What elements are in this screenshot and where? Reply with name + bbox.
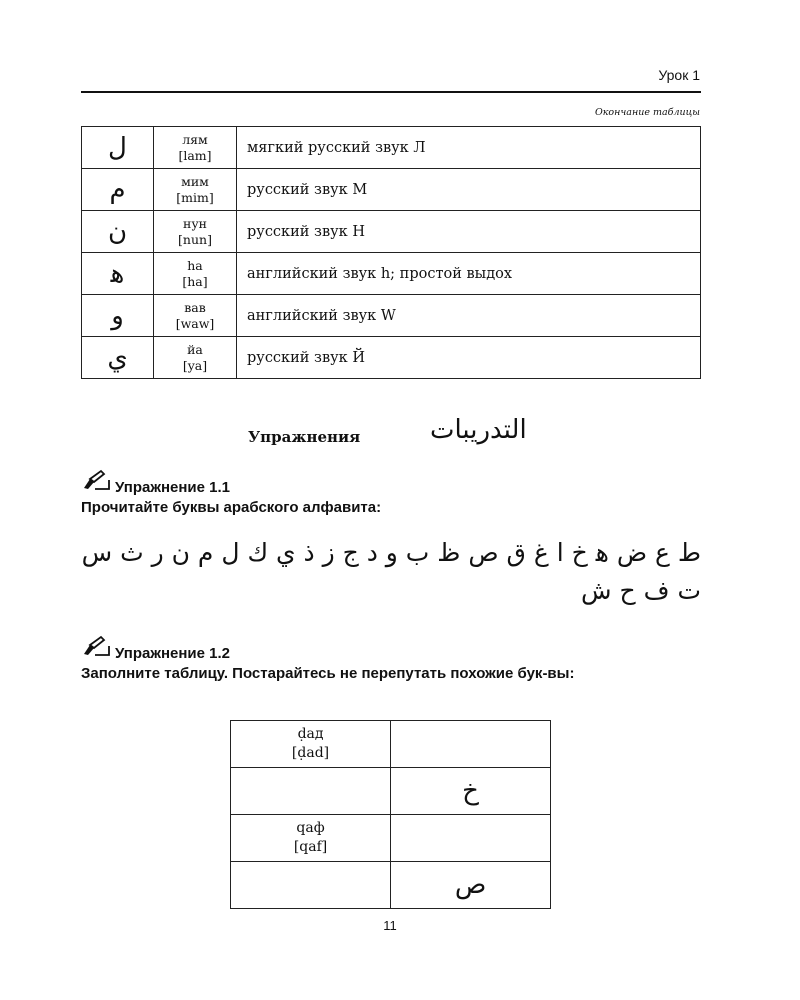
letter-sound: русский звук Й	[237, 337, 701, 379]
letter-name	[154, 169, 237, 211]
table-caption: Окончание таблицы	[594, 107, 700, 118]
arabic-letter: ي	[82, 337, 154, 379]
pencil-note-icon	[81, 634, 111, 656]
arabic-letter: خ	[391, 768, 551, 815]
letter-name-ru: вав	[184, 299, 206, 315]
table-row	[231, 768, 551, 815]
letter-name	[154, 295, 237, 337]
letter-name	[154, 337, 237, 379]
letter-name-cell[interactable]	[231, 768, 391, 815]
letter-name-lat: [mim]	[176, 189, 214, 205]
arabic-letter: ص	[391, 862, 551, 909]
letter-name-ru: ha	[187, 257, 203, 273]
table-row	[82, 169, 701, 211]
letter-name-ru: qаф	[296, 820, 325, 836]
letter-name-ru: лям	[182, 131, 208, 147]
letter-name-lat: [qaf]	[293, 839, 328, 855]
arabic-letter-cell[interactable]	[391, 815, 551, 862]
table-row	[231, 815, 551, 862]
table-row	[82, 337, 701, 379]
arabic-letter: ن	[82, 211, 154, 253]
lesson-header: Урок 1	[658, 67, 700, 83]
letter-name-ru: ḍад	[297, 726, 324, 742]
exercise-2-title: Упражнение 1.2	[115, 645, 231, 662]
arabic-letter-cell[interactable]	[391, 721, 551, 768]
table-row	[82, 253, 701, 295]
letter-name-lat: [ḍad]	[291, 745, 330, 761]
letter-name-lat: [ya]	[182, 357, 208, 373]
header-rule	[81, 91, 701, 93]
letter-sound: английский звук h; простой выдох	[237, 253, 701, 295]
letter-name-cell[interactable]	[231, 862, 391, 909]
letter-name-ru: нун	[182, 215, 208, 231]
letter-name	[231, 815, 391, 862]
letter-sound: русский звук Н	[237, 211, 701, 253]
page-number: 11	[383, 918, 397, 933]
letter-name	[154, 127, 237, 169]
table-row	[82, 211, 701, 253]
letter-sound: русский звук М	[237, 169, 701, 211]
exercise-1-instruction: Прочитайте буквы арабского алфавита:	[81, 499, 382, 516]
arabic-letter: ﻫ	[82, 253, 154, 295]
table-row	[231, 721, 551, 768]
exercise-1-letters-line-2: ت ف ح ش	[581, 576, 701, 605]
exercise-2-table	[230, 720, 551, 909]
table-row	[231, 862, 551, 909]
letter-name	[154, 253, 237, 295]
letter-sound: английский звук W	[237, 295, 701, 337]
alphabet-table	[81, 126, 701, 379]
letter-name	[231, 721, 391, 768]
exercises-heading-ru: Упражнения	[248, 428, 361, 446]
arabic-letter: ل	[82, 127, 154, 169]
exercise-1-letters-line-1: ط ع ض ﻫ خ ا غ ق ص ظ ب و د ج ز ذ ي ك ل م ن ر ث س	[81, 538, 701, 567]
exercise-2-instruction: Заполните таблицу. Постарайтесь не перепутать похожие бук-вы:	[81, 665, 575, 682]
pencil-note-icon	[81, 468, 111, 490]
exercises-heading-ar: التدريبات	[430, 415, 527, 445]
letter-name-lat: [nun]	[178, 231, 212, 247]
table-row	[82, 295, 701, 337]
letter-name-lat: [ha]	[182, 273, 208, 289]
arabic-letter: و	[82, 295, 154, 337]
table-row	[82, 127, 701, 169]
letter-name-lat: [waw]	[175, 315, 215, 331]
letter-name-ru: мим	[181, 173, 209, 189]
letter-name	[154, 211, 237, 253]
letter-sound: мягкий русский звук Л	[237, 127, 701, 169]
letter-name-ru: йа	[187, 341, 203, 357]
letter-name-lat: [lam]	[178, 147, 212, 163]
exercise-1-title: Упражнение 1.1	[115, 479, 231, 496]
arabic-letter: م	[82, 169, 154, 211]
